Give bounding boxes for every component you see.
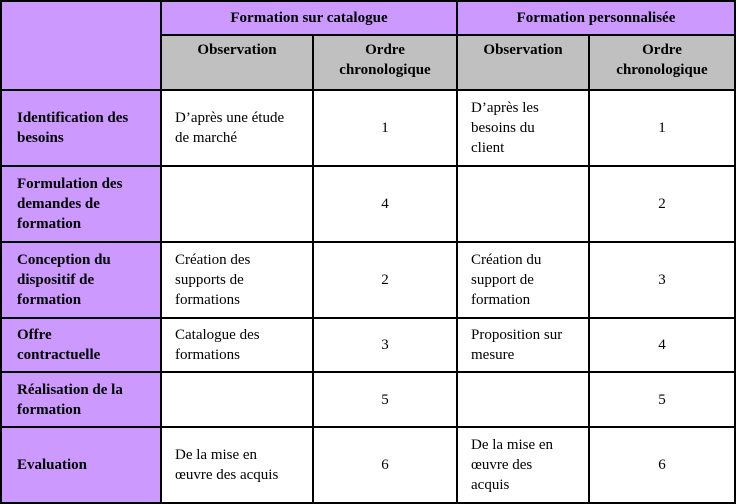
observation-cell bbox=[162, 373, 312, 426]
observation-cell: D’après les besoins du client bbox=[458, 91, 588, 165]
row-label: Offre contractuelle bbox=[2, 319, 160, 372]
table-row bbox=[2, 167, 734, 241]
order-label-line1: Ordre bbox=[365, 42, 405, 59]
observation-cell bbox=[458, 373, 588, 426]
col-header-order-personnalisee bbox=[590, 36, 734, 89]
order-cell: 3 bbox=[590, 243, 734, 317]
order-cell: 1 bbox=[314, 91, 456, 165]
observation-cell: D’après une étude de marché bbox=[162, 91, 312, 165]
col-header-order-catalogue bbox=[314, 36, 456, 89]
row-label: Identification des besoins bbox=[2, 91, 160, 165]
observation-cell: Création du support de formation bbox=[458, 243, 588, 317]
group-header-row bbox=[2, 2, 734, 34]
observation-cell bbox=[162, 167, 312, 241]
order-cell: 5 bbox=[590, 373, 734, 426]
observation-cell: Catalogue des formations bbox=[162, 319, 312, 372]
row-label: Conception du dispositif de formation bbox=[2, 243, 160, 317]
observation-cell: De la mise en œuvre des acquis bbox=[162, 428, 312, 502]
order-cell: 2 bbox=[314, 243, 456, 317]
group-header-catalogue: Formation sur catalogue bbox=[162, 2, 456, 34]
table-row bbox=[2, 428, 734, 502]
table-row bbox=[2, 91, 734, 165]
observation-cell: Proposition sur mesure bbox=[458, 319, 588, 372]
order-cell: 2 bbox=[590, 167, 734, 241]
table-row bbox=[2, 243, 734, 317]
order-cell: 4 bbox=[590, 319, 734, 372]
order-cell: 6 bbox=[314, 428, 456, 502]
order-cell: 5 bbox=[314, 373, 456, 426]
row-label: Formulation des demandes de formation bbox=[2, 167, 160, 241]
row-label: Evaluation bbox=[2, 428, 160, 502]
observation-cell: Création des supports de formations bbox=[162, 243, 312, 317]
order-cell: 6 bbox=[590, 428, 734, 502]
col-header-observation-catalogue: Observation bbox=[162, 36, 312, 89]
observation-cell: De la mise en œuvre des acquis bbox=[458, 428, 588, 502]
col-header-observation-personnalisee: Observation bbox=[458, 36, 588, 89]
order-cell: 1 bbox=[590, 91, 734, 165]
group-header-personnalisee: Formation personnalisée bbox=[458, 2, 734, 34]
observation-cell bbox=[458, 167, 588, 241]
corner-cell bbox=[2, 2, 160, 89]
order-label-line2: chronologique bbox=[339, 62, 431, 79]
table-row bbox=[2, 319, 734, 372]
order-cell: 4 bbox=[314, 167, 456, 241]
row-label: Réalisation de la formation bbox=[2, 373, 160, 426]
order-label-line2: chronologique bbox=[616, 62, 708, 79]
order-label-line1: Ordre bbox=[642, 42, 682, 59]
order-cell: 3 bbox=[314, 319, 456, 372]
table-row bbox=[2, 373, 734, 426]
